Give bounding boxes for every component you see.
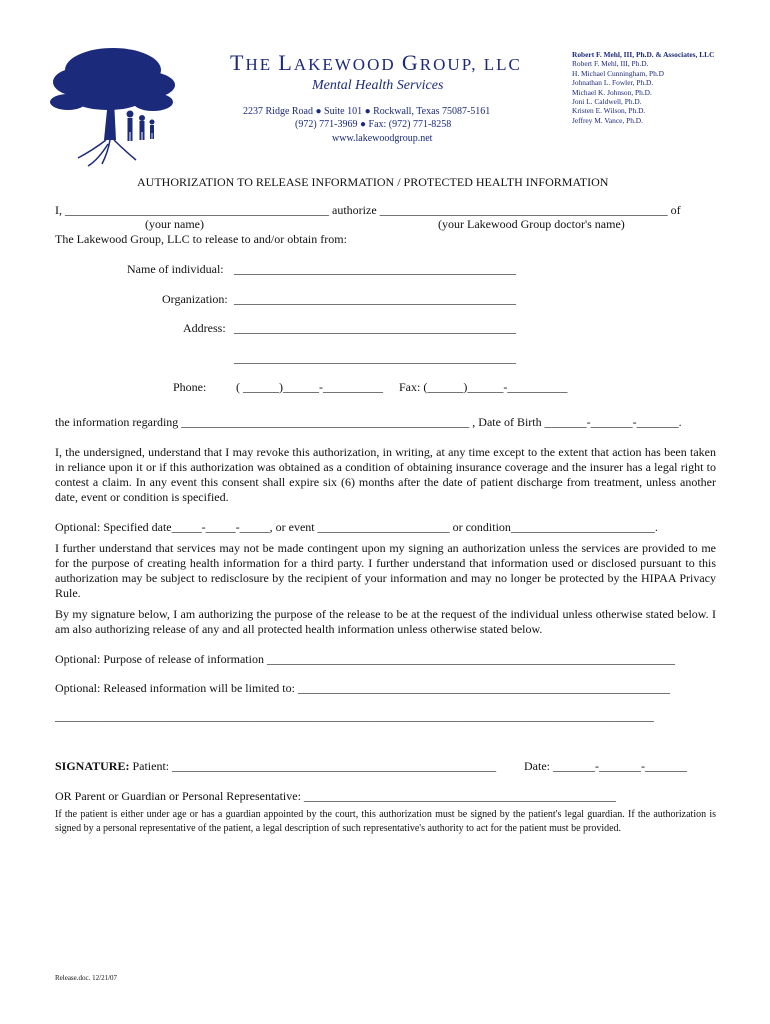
address-field-2[interactable]: _______________________________________________ [234, 351, 516, 365]
services-paragraph: I further understand that services may not be made contingent upon my signing an authorization unless the services are provided to me for the purpose of creating health information for a third party. I further understand that information used or disclosed pursuant to this authorization may be subject to redisclosure by the recipient of your information and may no longer be protected by the HIPAA Privacy Rule. [55, 541, 716, 600]
name-label: Name of individual: [127, 262, 224, 276]
guardian-line[interactable]: OR Parent or Guardian or Personal Representative: ____________________________________________________ [55, 789, 616, 803]
company-name-part: L [278, 50, 294, 75]
guardian-note: If the patient is either under age or has a guardian appointed by the court, this authorization must be signed by the patient's legal guardian. If the authorization is signed by a personal representative of the patient, a legal description of such representative's authority to act for the patient must be provided. [55, 809, 716, 834]
fax-field[interactable]: Fax: (______)______-__________ [399, 380, 568, 394]
company-name-part: ROUP [419, 55, 472, 74]
associate-name: H. Michael Cunningham, Ph.D [572, 68, 664, 78]
organization-field[interactable]: _______________________________________________ [234, 292, 516, 306]
phone-field[interactable]: ( ______)______-__________ [236, 380, 383, 394]
blank-line[interactable]: __________________________________________________________________________________________________________ [55, 711, 654, 723]
info-regarding-line[interactable]: the information regarding ________________________________________________ , Date of Birth _______-_______-_______. [55, 415, 682, 429]
associate-name: Michael K. Johnson, Ph.D. [572, 87, 652, 97]
organization-label: Organization: [162, 292, 228, 306]
phone-label: Phone: [173, 380, 207, 394]
associate-name: Johnathan L. Fowler, Ph.D. [572, 78, 654, 88]
optional-date-line[interactable]: Optional: Specified date_____-_____-_____, or event ______________________ or condition________________________. [55, 520, 658, 534]
company-address: 2237 Ridge Road ● Suite 101 ● Rockwall, Texas 75087-5161 [243, 106, 491, 117]
company-name-part: T [230, 50, 246, 75]
tree-family-logo-icon [38, 40, 188, 168]
your-name-caption: (your name) [145, 217, 204, 231]
company-phones: (972) 771-3969 ● Fax: (972) 771-8258 [295, 119, 452, 130]
footer-doc-id: Release.doc. 12/21/07 [55, 974, 118, 982]
release-line: The Lakewood Group, LLC to release to and/or obtain from: [55, 232, 347, 246]
associates-title: Robert F. Mehl, III, Ph.D. & Associates, LLC [572, 50, 715, 59]
company-subtitle: Mental Health Services [312, 78, 444, 93]
signature-date-field[interactable]: Date: _______-_______-_______ [524, 759, 687, 773]
company-website: www.lakewoodgroup.net [332, 133, 433, 144]
address-field[interactable]: _______________________________________________ [234, 321, 516, 335]
patient-signature-field[interactable]: Patient: ______________________________________________________ [129, 759, 497, 773]
associates-list [572, 50, 714, 125]
company-name-part: HE [245, 55, 279, 74]
associate-name: Joni L. Caldwell, Ph.D. [572, 97, 642, 107]
associate-name: Jeffrey M. Vance, Ph.D. [572, 115, 643, 125]
signature-purpose-paragraph: By my signature below, I am authorizing the purpose of the release to be at the request of the individual unless otherwise stated below. I am also authorizing release of any and all protected health information unless otherwise stated below. [55, 607, 716, 636]
signature-label: SIGNATURE: [55, 759, 130, 773]
name-field[interactable]: _______________________________________________ [234, 262, 516, 276]
authorize-line[interactable]: I, ____________________________________________ authorize ________________________________________________ of [55, 203, 681, 217]
purpose-line[interactable]: Optional: Purpose of release of information ____________________________________________________________________ [55, 652, 675, 666]
signature-row[interactable] [55, 759, 496, 774]
limited-line[interactable]: Optional: Released information will be limited to: ______________________________________________________________ [55, 681, 670, 695]
revoke-paragraph: I, the undersigned, understand that I may revoke this authorization, in writing, at any time except to the extent that action has been taken in reliance upon it or if this authorization was obtained as a condition of obtaining insurance coverage and the insurer has a legal right to contest a claim. In any event this consent shall expire six (6) months after the date of patient discharge from treatment, unless another date, event or condition is specified. [55, 445, 716, 504]
company-name-part: G [401, 50, 420, 75]
associate-name: Robert F. Mehl, III, Ph.D. [572, 59, 649, 69]
associate-name: Kristen E. Wilson, Ph.D. [572, 106, 646, 116]
form-title: AUTHORIZATION TO RELEASE INFORMATION / PROTECTED HEALTH INFORMATION [137, 175, 609, 189]
doctor-caption: (your Lakewood Group doctor's name) [438, 217, 625, 231]
address-label: Address: [183, 321, 226, 335]
company-name-part: , LLC [471, 55, 522, 74]
company-name [230, 50, 522, 76]
company-name-part: AKEWOOD [293, 55, 402, 74]
